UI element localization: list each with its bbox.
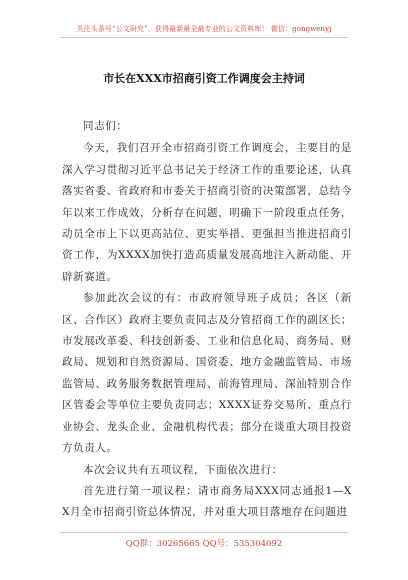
salutation: 同志们： [83,120,128,132]
document-body [62,116,352,524]
header-divider [60,37,348,38]
body-paragraph: 首先进行第一项议程：请市商务局XXX同志通报1—XX月全市招商引资总体情况，并对重大项目落地存在问题进 [62,484,352,519]
header-promo-note: 关注头条号“公文研究”，获得最新最全最专业的公文资料库！ 微信：gongwenyj [76,25,332,33]
body-paragraph: 本次会议共有五项议程，下面依次进行： [83,463,283,476]
body-paragraph: 今天，我们召开全市招商引资工作调度会，主要目的是深入学习贯彻习近平总书记关于经济工作的重要论述，认真落实省委、省政府和市委关于招商引资的决策部署，总结今年以来工作成效，分析存在问题，明确下一阶段重点任务，动员全市上下以更高站位、更实举措、更强担当推进招商引资工作，为XXXX加快打造高质量发展高地注入新动能、开辟新赛道。 [62,142,352,283]
footer-divider [60,532,348,533]
body-paragraph: 参加此次会议的有：市政府领导班子成员；各区（新区、合作区）政府主要负责同志及分管招商工作的副区长；市发展改革委、科技创新委、工业和信息化局、商务局、财政局、规划和自然资源局、国资委、地方金融监管局、市场监管局、政务服务数据管理局、前海管理局、深汕特别合作区管委会等单位主要负责同志；XXXX证券交易所、重点行业协会、龙头企业、金融机构代表；部分在谈重大项目投资方负责人。 [62,292,352,455]
footer-contact-note: QQ群：30265665 QQ号：535304092 [125,539,283,549]
document-title: 市长在XXX市招商引资工作调度会主持词 [103,72,305,85]
